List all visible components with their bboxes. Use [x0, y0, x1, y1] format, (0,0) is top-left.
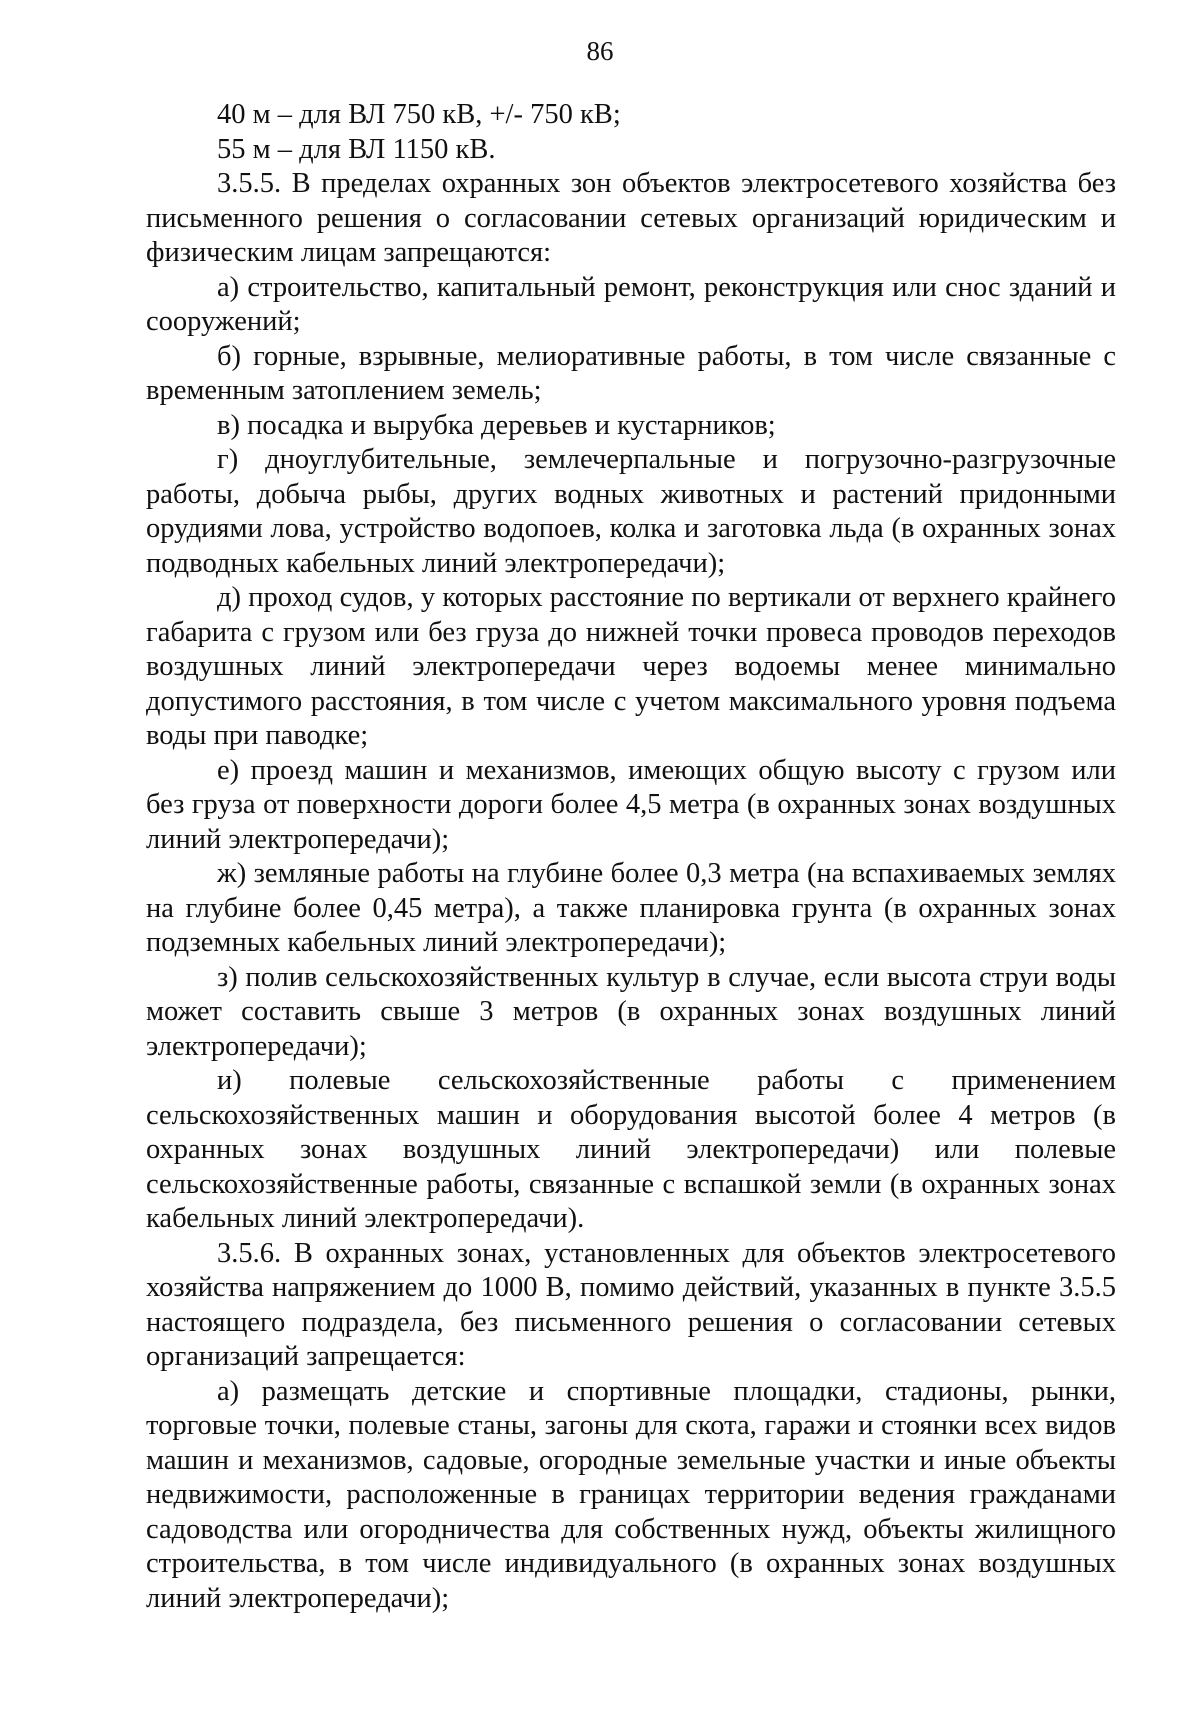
list-item-d: д) проход судов, у которых расстояние по вертикали от верхнего крайнего габарита с грузом или без груза до нижней точки провеса проводов переходов воздушных линий электропередачи через водоемы менее минимально допустимого расстояния, в том числе с учетом максимального уровня подъема воды при паводке; [146, 582, 1116, 751]
page-number: 86 [586, 36, 614, 66]
paragraph-distance-750kv: 40 м – для ВЛ 750 кВ, +/- 750 кВ; [217, 99, 621, 130]
list-item-a-3-5-6: а) размещать детские и спортивные площадки, стадионы, рынки, торговые точки, полевые станы, загоны для скота, гаражи и стоянки всех видов машин и механизмов, садовые, огородные земельные участки и иные объекты недвижимости, расположенные в границах территории ведения гражданами садоводства или огородничества для собственных нужд, объекты жилищного строительства, в том числе индивидуального (в охранных зонах воздушных линий электропередачи); [146, 1375, 1116, 1614]
list-item-v: в) посадка и вырубка деревьев и кустарников; [217, 409, 776, 441]
list-item-z: з) полив сельскохозяйственных культур в случае, если высота струи воды может составить свыше 3 метров (в охранных зонах воздушных линий электропередачи); [146, 961, 1116, 1062]
list-item-a: а) строительство, капитальный ремонт, реконструкция или снос зданий и сооружений; [146, 271, 1116, 337]
list-item-i: и) полевые сельскохозяйственные работы с применением сельскохозяйственных машин и оборудования высотой более 4 метров (в охранных зонах воздушных линий электропередачи) или полевые сельскохозяйственные работы, связанные с вспашкой земли (в охранных зонах кабельных линий электропередачи). [146, 1065, 1116, 1234]
list-item-zh: ж) земляные работы на глубине более 0,3 метра (на вспахиваемых землях на глубине более 0,45 метра), а также планировка грунта (в охранных зонах подземных кабельных линий электропередачи); [146, 858, 1116, 958]
list-item-g: г) дноуглубительные, землечерпальные и погрузочно-разгрузочные работы, добыча рыбы, других водных животных и растений придонными орудиями лова, устройство водопоев, колка и заготовка льда (в охранных зонах подводных кабельных линий электропередачи); [146, 444, 1116, 579]
list-item-e: е) проезд машин и механизмов, имеющих общую высоту с грузом или без груза от поверхности дороги более 4,5 метра (в охранных зонах воздушных линий электропередачи); [146, 754, 1116, 855]
paragraph-distance-1150kv: 55 м – для ВЛ 1150 кВ. [217, 133, 496, 165]
paragraph-3-5-5: 3.5.5. В пределах охранных зон объектов электросетевого хозяйства без письменного решения о согласовании сетевых организаций юридическим и физическим лицам запрещаются: [146, 168, 1116, 268]
document-body [146, 98, 1116, 1616]
list-item-b: б) горные, взрывные, мелиоративные работы, в том числе связанные с временным затоплением земель; [146, 340, 1116, 406]
paragraph-3-5-6: 3.5.6. В охранных зонах, установленных для объектов электросетевого хозяйства напряжением до 1000 В, помимо действий, указанных в пункте 3.5.5 настоящего подраздела, без письменного решения о согласовании сетевых организаций запрещается: [146, 1237, 1116, 1372]
